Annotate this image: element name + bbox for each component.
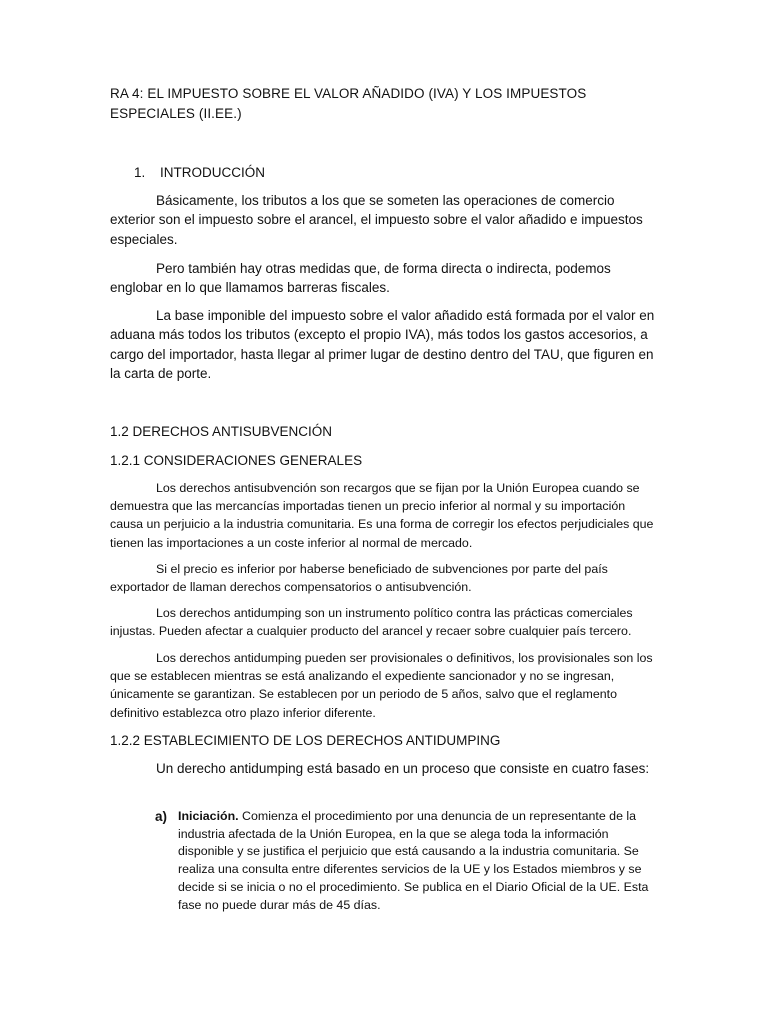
section-1-heading: INTRODUCCIÓN — [160, 165, 265, 180]
intro-paragraph-3: La base imponible del impuesto sobre el valor añadido está formada por el valor en aduana más todos los tributos (excepto el propio IVA), más todos los gastos accesorios, a cargo del importador, hasta llegar al primer lugar de destino dentro del TAU, que figuren en la carta de porte. — [110, 308, 655, 381]
intro-paragraph-1: Básicamente, los tributos a los que se someten las operaciones de comercio exterior son el impuesto sobre el arancel, el impuesto sobre el valor añadido e impuestos especiales. — [110, 193, 643, 247]
list-marker-a: a) — [155, 809, 168, 824]
list-item-iniciacion — [178, 808, 663, 914]
section-1-number: 1. — [134, 165, 146, 180]
antidumping-paragraph-1: Los derechos antidumping son un instrumento político contra las prácticas comerciales injustas. Pueden afectar a cualquier producto del arancel y recaer sobre cualquier país tercero. — [110, 606, 633, 639]
list-item-term: Iniciación. — [178, 809, 239, 823]
intro-paragraph-2: Pero también hay otras medidas que, de forma directa o indirecta, podemos englobar en lo que llamamos barreras fiscales. — [110, 261, 611, 296]
antisubvencion-paragraph-2: Si el precio es inferior por haberse beneficiado de subvenciones por parte del país exportador de llaman derechos compensatorios o antisubvención. — [110, 562, 608, 595]
section-1-2-1-heading: 1.2.1 CONSIDERACIONES GENERALES — [110, 453, 363, 468]
document-title: RA 4: EL IMPUESTO SOBRE EL VALOR AÑADIDO (IVA) Y LOS IMPUESTOS ESPECIALES (II.EE.) — [110, 86, 587, 121]
phases-intro: Un derecho antidumping está basado en un proceso que consiste en cuatro fases: — [156, 761, 650, 776]
section-1-2-2-heading: 1.2.2 ESTABLECIMIENTO DE LOS DERECHOS ANTIDUMPING — [110, 733, 501, 748]
list-item-body: Comienza el procedimiento por una denuncia de un representante de la industria afectada de la Unión Europea, en la que se alega toda la información disponible y se justifica el perjuicio que está causando a la industria comunitaria. Se realiza una consulta entre diferentes servicios de la UE y los Estados miembros y se decide si se inicia o no el procedimiento. Se publica en el Diario Oficial de la UE. Esta fase no puede durar más de 45 días. — [178, 809, 649, 912]
section-1-2-heading: 1.2 DERECHOS ANTISUBVENCIÓN — [110, 424, 333, 439]
antisubvencion-paragraph-1: Los derechos antisubvención son recargos que se fijan por la Unión Europea cuando se demuestra que las mercancías importadas tienen un precio inferior al normal y su importación causa un perjuicio a la industria comunitaria. Es una forma de corregir los efectos perjudiciales que tienen las importaciones a un coste inferior al normal de mercado. — [110, 481, 654, 550]
antidumping-paragraph-2: Los derechos antidumping pueden ser provisionales o definitivos, los provisionales son los que se establecen mientras se está analizando el expediente sancionador y no se ingresan, únicamente se garantizan. Se establecen por un periodo de 5 años, salvo que el reglamento definitivo establezca otro plazo inferior diferente. — [110, 651, 653, 720]
